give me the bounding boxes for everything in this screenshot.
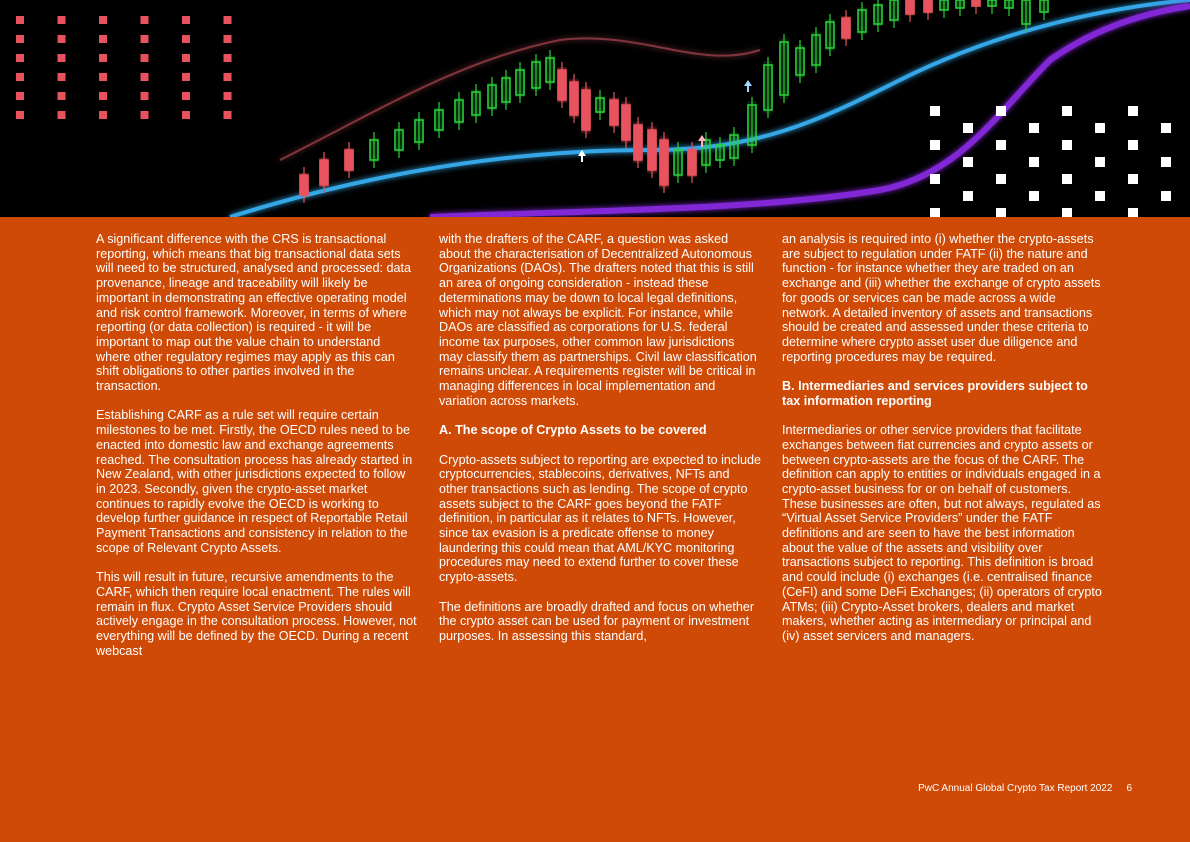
dot-pink bbox=[99, 16, 107, 24]
body-paragraph: with the drafters of the CARF, a question was asked about the characterisation of Decentralized Autonomous Organizations (DAOs). The drafters noted that this is still an area of ongoing consideration - instead these determinations may be down to local legal definitions, which may not always be explicit. For instance, while DAOs are classified as corporations for U.S. federal income tax purposes, other common law jurisdictions may classify them as partnerships. Civil law classification remains unclear. A requirements register will be critical in managing differences in local implementation and variation across markets. bbox=[439, 232, 757, 408]
candle-body bbox=[972, 0, 980, 6]
dot-white bbox=[930, 174, 940, 184]
dot-white bbox=[930, 140, 940, 150]
dot-white bbox=[1029, 157, 1039, 167]
dot-pink bbox=[224, 111, 232, 119]
column-2 bbox=[439, 232, 761, 658]
dot-white bbox=[996, 140, 1006, 150]
candle-body bbox=[300, 175, 308, 195]
dot-pink bbox=[182, 16, 190, 24]
dot-pink bbox=[58, 73, 66, 81]
dot-white bbox=[963, 123, 973, 133]
dot-white bbox=[1095, 157, 1105, 167]
candle-body bbox=[648, 130, 656, 170]
dot-pink bbox=[99, 73, 107, 81]
dot-white bbox=[1128, 140, 1138, 150]
column-3 bbox=[782, 232, 1104, 658]
dot-white bbox=[930, 106, 940, 116]
dot-pink bbox=[182, 54, 190, 62]
dot-white bbox=[1161, 157, 1171, 167]
body-paragraph: an analysis is required into (i) whether the crypto-assets are subject to regulation under FATF (ii) the nature and function - for instance whether they are traded on an exchange and (iii) whether the exchange of crypto assets for goods or services can be made across a wide network. A detailed inventory of assets and transactions should be created and assessed under these criteria to determine where crypto asset user due diligence and reporting procedures may be required. bbox=[782, 232, 1101, 364]
dot-white bbox=[1128, 106, 1138, 116]
page-footer bbox=[860, 783, 1132, 794]
dot-white bbox=[996, 208, 1006, 217]
candle-body bbox=[924, 0, 932, 12]
dot-pink bbox=[58, 16, 66, 24]
candle-body bbox=[610, 100, 618, 125]
dot-pink bbox=[58, 111, 66, 119]
dot-pink bbox=[182, 111, 190, 119]
dot-pink bbox=[141, 16, 149, 24]
dot-pink bbox=[224, 92, 232, 100]
dot-pink bbox=[58, 54, 66, 62]
candlestick-background bbox=[0, 0, 1190, 217]
body-paragraph: Establishing CARF as a rule set will require certain milestones to be met. Firstly, the OECD rules need to be enacted into domestic law and exchange agreements reached. The consultation process has already started in New Zealand, with other jurisdictions expected to follow in 2023. Secondly, given the crypto-asset market continues to rapidly evolve the OECD is working to develop further guidance in respect of Reportable Retail Payment Transactions and consistency in relation to the scope of Relevant Crypto Assets. bbox=[96, 408, 413, 555]
dot-white bbox=[963, 157, 973, 167]
dot-white bbox=[1161, 123, 1171, 133]
dot-pink bbox=[58, 35, 66, 43]
candle-body bbox=[345, 150, 353, 170]
hero-chart-image bbox=[0, 0, 1190, 217]
section-heading: B. Intermediaries and services providers subject to tax information reporting bbox=[782, 379, 1088, 408]
arrow-marker bbox=[744, 80, 752, 92]
candle-body bbox=[622, 105, 630, 140]
body-paragraph: A significant difference with the CRS is transactional reporting, which means that big transactional data sets will need to be structured, analysed and processed: data provenance, lineage and traceability will likely be important in demonstrating an effective operating model and risk control framework. Moreover, in terms of where reporting (or data collection) is required - it will be important to map out the value chain to understand where other regulatory regimes may apply as this can shift obligations to other parties involved in the transaction. bbox=[96, 232, 412, 394]
dot-pink bbox=[141, 35, 149, 43]
dot-pink bbox=[16, 111, 24, 119]
dot-pink bbox=[141, 54, 149, 62]
band-line-purple bbox=[430, 6, 1190, 217]
report-title: PwC Annual Global Crypto Tax Report 2022 bbox=[918, 783, 1113, 794]
dot-white bbox=[930, 208, 940, 217]
dot-pink bbox=[141, 73, 149, 81]
dot-pink bbox=[99, 111, 107, 119]
dot-pink bbox=[141, 92, 149, 100]
candle-body bbox=[320, 160, 328, 185]
dot-white bbox=[1095, 123, 1105, 133]
dot-white bbox=[1029, 191, 1039, 201]
candle-body bbox=[634, 125, 642, 160]
candle-body bbox=[582, 90, 590, 130]
dot-pink bbox=[182, 92, 190, 100]
band-line-cyan bbox=[230, 0, 1190, 217]
dot-pink bbox=[16, 35, 24, 43]
dot-pink bbox=[182, 73, 190, 81]
dot-pink bbox=[16, 16, 24, 24]
dot-white bbox=[1095, 191, 1105, 201]
dot-pink bbox=[141, 111, 149, 119]
candle-body bbox=[660, 140, 668, 185]
dot-pink bbox=[16, 54, 24, 62]
body-paragraph: The definitions are broadly drafted and focus on whether the crypto asset can be used for payment or investment purposes. In assessing this standard, bbox=[439, 599, 755, 643]
dot-white bbox=[963, 191, 973, 201]
body-paragraph: Crypto-assets subject to reporting are expected to include cryptocurrencies, stablecoins, derivatives, NFTs and other transactions such as lending. The scope of crypto assets subject to the CARF goes beyond the FATF definition, in particular as it relates to NFTs. However, since tax evasion is a predicate offense to money laundering this could mean that AML/KYC monitoring procedures may need to extend further to cover these crypto-assets. bbox=[439, 452, 762, 585]
candle-body bbox=[688, 150, 696, 175]
dot-pink bbox=[99, 92, 107, 100]
dot-pink bbox=[224, 16, 232, 24]
column-1 bbox=[96, 232, 418, 673]
dot-white bbox=[996, 106, 1006, 116]
dot-pink bbox=[224, 73, 232, 81]
dot-pink bbox=[16, 73, 24, 81]
dot-white bbox=[1062, 140, 1072, 150]
dot-white bbox=[1029, 123, 1039, 133]
body-paragraph: Intermediaries or other service providers that facilitate exchanges between fiat currencies and crypto assets or between crypto-assets are the focus of the CARF. The definition can apply to entities or individuals engaged in a crypto-asset business for or on behalf of customers. These businesses are often, but not always, regulated as “Virtual Asset Service Providers” under the FATF definitions and are seen to have the best information about the value of the assets and visibility over transactions subject to reporting. This definition is broad and could include (i) exchanges (i.e. centralised finance (CeFI) and some DeFi Exchanges; (ii) operators of crypto ATMs; (iii) Crypto-Asset brokers, dealers and market makers, whether acting as intermediary or principal and (iv) asset servicers and managers. bbox=[782, 423, 1102, 643]
dot-pink bbox=[16, 92, 24, 100]
candle-body bbox=[906, 0, 914, 14]
dot-white bbox=[1062, 174, 1072, 184]
dot-pink bbox=[224, 54, 232, 62]
dot-white bbox=[996, 174, 1006, 184]
dot-pink bbox=[224, 35, 232, 43]
section-heading: A. The scope of Crypto Assets to be covered bbox=[439, 423, 707, 438]
dot-white bbox=[1128, 208, 1138, 217]
candle-body bbox=[570, 82, 578, 115]
dot-white bbox=[1161, 191, 1171, 201]
dot-pink bbox=[99, 54, 107, 62]
dot-pink bbox=[58, 92, 66, 100]
page-number: 6 bbox=[1126, 783, 1132, 794]
body-paragraph: This will result in future, recursive amendments to the CARF, which then require local enactment. The rules will remain in flux. Crypto Asset Service Providers should actively engage in the consultation process. However, not everything will be defined by the OECD. During a recent webcast bbox=[96, 570, 417, 658]
candle-body bbox=[842, 18, 850, 38]
dot-pink bbox=[99, 35, 107, 43]
candle-body bbox=[558, 70, 566, 100]
dot-pink bbox=[182, 35, 190, 43]
dot-white bbox=[1062, 106, 1072, 116]
dot-white bbox=[1128, 174, 1138, 184]
dot-white bbox=[1062, 208, 1072, 217]
